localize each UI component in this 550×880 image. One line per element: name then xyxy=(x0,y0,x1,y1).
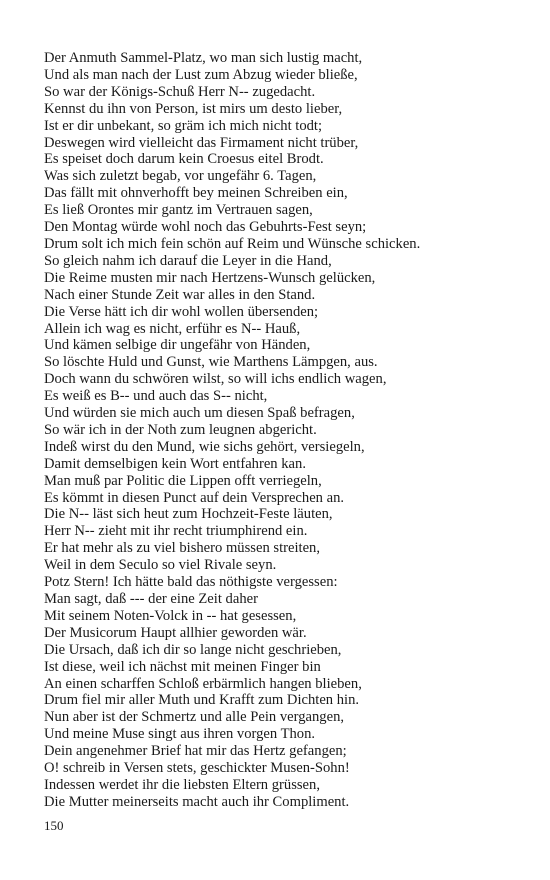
poem-line: Und als man nach der Lust zum Abzug wieder bließe, xyxy=(44,66,358,83)
poem-line: Weil in dem Seculo so viel Rivale seyn. xyxy=(44,557,277,574)
poem-line: Die N-- läst sich heut zum Hochzeit-Feste läuten, xyxy=(44,506,333,523)
poem-line: Die Reime musten mir nach Hertzens-Wunsch gelücken, xyxy=(44,269,376,286)
poem-line: Allein ich wag es nicht, erführ es N-- Hauß, xyxy=(44,320,301,337)
poem-line: O! schreib in Versen stets, geschickter Musen-Sohn! xyxy=(44,760,350,777)
poem-text xyxy=(44,50,514,811)
poem-line: Ist diese, weil ich nächst mit meinen Finger bin xyxy=(44,658,321,675)
poem-line: Nun aber ist der Schmertz und alle Pein vergangen, xyxy=(44,709,345,726)
poem-line: Herr N-- zieht mit ihr recht triumphirend ein. xyxy=(44,523,308,540)
poem-line: Mit seinem Noten-Volck in -- hat gesessen, xyxy=(44,607,297,624)
poem-line: Nach einer Stunde Zeit war alles in den Stand. xyxy=(44,286,316,303)
poem-line: Es speiset doch darum kein Croesus eitel Brodt. xyxy=(44,151,324,168)
poem-line: So wär ich in der Noth zum leugnen abgericht. xyxy=(44,421,317,438)
poem-line: Potz Stern! Ich hätte bald das nöthigste vergessen: xyxy=(44,574,338,591)
poem-line: Drum solt ich mich fein schön auf Reim und Wünsche schicken. xyxy=(44,235,421,252)
poem-line: Den Montag würde wohl noch das Gebuhrts-Fest seyn; xyxy=(44,219,367,236)
poem-line: Was sich zuletzt begab, vor ungefähr 6. Tagen, xyxy=(44,168,317,185)
poem-line: Und meine Muse singt aus ihren vorgen Thon. xyxy=(44,726,316,743)
poem-line: Das fällt mit ohnverhofft bey meinen Schreiben ein, xyxy=(44,185,348,202)
poem-line: An einen scharffen Schloß erbärmlich hangen blieben, xyxy=(44,675,362,692)
poem-line: Und würden sie mich auch um diesen Spaß befragen, xyxy=(44,405,355,422)
poem-line: Doch wann du schwören wilst, so will ichs endlich wagen, xyxy=(44,371,387,388)
poem-line: Und kämen selbige dir ungefähr von Händen, xyxy=(44,337,311,354)
poem-line: So war der Königs-Schuß Herr N-- zugedacht. xyxy=(44,83,316,100)
poem-line: Man sagt, daß --- der eine Zeit daher xyxy=(44,591,258,607)
poem-line: Die Mutter meinerseits macht auch ihr Compliment. xyxy=(44,793,350,810)
poem-line: Dein angenehmer Brief hat mir das Hertz gefangen; xyxy=(44,743,347,760)
poem-line: Er hat mehr als zu viel bishero müssen streiten, xyxy=(44,540,320,557)
poem-line: Deswegen wird vielleicht das Firmament nicht trüber, xyxy=(44,134,359,151)
poem-line: Ist er dir unbekant, so gräm ich mich nicht todt; xyxy=(44,117,323,134)
poem-line: Die Ursach, daß ich dir so lange nicht geschrieben, xyxy=(44,641,342,658)
poem-line: Die Verse hätt ich dir wohl wollen übersenden; xyxy=(44,303,319,320)
poem-line: Damit demselbigen kein Wort entfahren kan. xyxy=(44,455,306,472)
poem-line: Indeß wirst du den Mund, wie sichs gehört, versiegeln, xyxy=(44,438,365,455)
poem-line: Indessen werdet ihr die liebsten Eltern grüssen, xyxy=(44,776,320,793)
poem-line: Man muß par Politic die Lippen offt verriegeln, xyxy=(44,472,322,489)
poem-line: Es weiß es B-- und auch das S-- nicht, xyxy=(44,388,268,405)
poem-line: Es ließ Orontes mir gantz im Vertrauen sagen, xyxy=(44,202,313,219)
poem-line: Der Anmuth Sammel-Platz, wo man sich lustig macht, xyxy=(44,50,363,66)
poem-line: So gleich nahm ich darauf die Leyer in die Hand, xyxy=(44,252,332,269)
poem-line: Es kömmt in diesen Punct auf dein Versprechen an. xyxy=(44,489,345,506)
poem-line: Drum fiel mir aller Muth und Krafft zum Dichten hin. xyxy=(44,692,360,709)
poem-line: Der Musicorum Haupt allhier geworden wär. xyxy=(44,624,307,641)
poem-line: So löschte Huld und Gunst, wie Marthens Lämpgen, aus. xyxy=(44,354,378,371)
page-number: 150 xyxy=(44,818,64,833)
poem-line: Kennst du ihn von Person, ist mirs um desto lieber, xyxy=(44,100,343,117)
